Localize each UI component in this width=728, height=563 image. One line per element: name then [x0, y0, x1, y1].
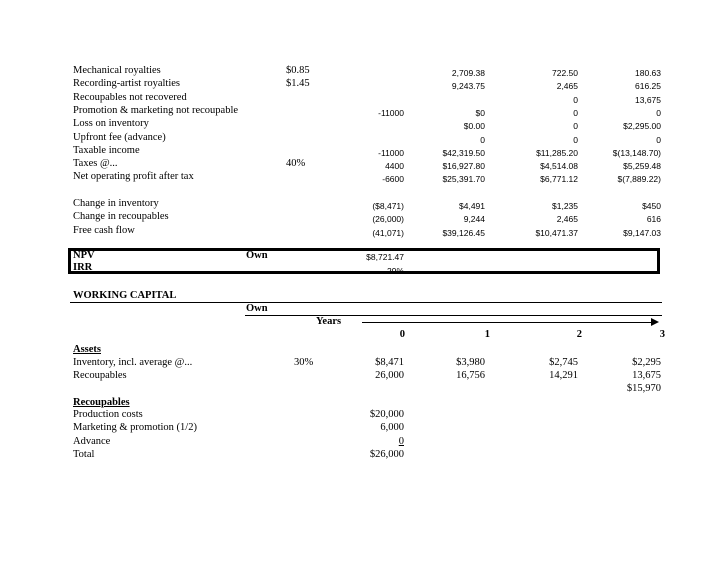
pl-row-label: Loss on inventory [73, 118, 149, 130]
pl-row-label: Recording-artist royalties [73, 78, 181, 90]
pl-row-year-2: $11,285.20 [536, 147, 578, 158]
years-label: Years [316, 316, 342, 327]
pl-row-label: Mechanical royalties [73, 65, 161, 76]
cf-row-year-1: 9,244 [463, 214, 485, 225]
year-3: 3 [659, 329, 665, 340]
assets-row-year-1: $3,980 [456, 357, 485, 368]
npv-value: $8,721.47 [366, 252, 404, 262]
cf-row-year-3: 616 [646, 214, 661, 225]
cf-row-year-1: $39,126.45 [442, 227, 485, 238]
assets-row-label: Inventory, incl. average @... [73, 357, 193, 368]
recoup-row-label: Total [73, 448, 95, 460]
pl-row-label: Upfront fee (advance) [73, 131, 166, 143]
cf-row-year-2: $10,471.37 [535, 227, 578, 238]
cf-row-year-3: $9,147.03 [623, 227, 661, 238]
pl-row-year-3: $5,259.48 [623, 161, 661, 172]
pl-row-year-2: 2,465 [556, 81, 578, 92]
cf-row-label: Free cash flow [73, 224, 135, 236]
pl-row-year-1: $25,391.70 [442, 174, 485, 185]
assets-row-year-3: $2,295 [632, 357, 661, 368]
wc-title-rule [70, 302, 662, 303]
recoup-row-label: Marketing & promotion (1/2) [73, 422, 197, 434]
pl-row-year-2: $6,771.12 [540, 174, 578, 185]
recoup-row-label: Production costs [73, 409, 143, 420]
pl-row-year-0: -6600 [382, 174, 404, 185]
pl-row-year-3: 616.25 [635, 81, 661, 92]
assets-total-y3: $15,970 [626, 383, 661, 394]
pl-row-year-3: 13,675 [635, 94, 661, 105]
pl-row-year-3: 0 [656, 107, 661, 118]
pl-row-year-1: $0.00 [463, 121, 485, 132]
assets-row-year-0: 26,000 [375, 370, 404, 381]
cf-row-year-0: ($8,471) [372, 201, 404, 211]
pl-row-year-1: 2,709.38 [451, 68, 485, 78]
pl-row-year-2: 0 [573, 107, 578, 118]
cf-row-year-1: $4,491 [459, 201, 485, 211]
cf-row-year-2: $1,235 [552, 201, 578, 211]
irr-value: 29% [386, 266, 404, 276]
pl-row-year-1: 9,243.75 [451, 81, 485, 92]
cf-row-label: Change in recoupables [73, 211, 169, 223]
pl-row-year-2: 0 [573, 134, 578, 145]
pl-row-year-3: 180.63 [635, 68, 661, 78]
pl-row-year-2: 722.50 [552, 68, 578, 78]
assets-row-year-0: $8,471 [375, 357, 404, 368]
pl-row-label: Promotion & marketing not recoupable [73, 104, 239, 116]
assets-row-year-1: 16,756 [456, 370, 485, 381]
assets-title: Assets [73, 344, 101, 355]
pl-row-label: Recoupables not recovered [73, 91, 187, 103]
recoupables-title: Recoupables [73, 397, 130, 408]
pl-row-year-0: -11000 [378, 147, 404, 158]
wc-own-label: Own [246, 303, 268, 314]
cf-row-year-2: 2,465 [556, 214, 578, 225]
cf-row-year-3: $450 [642, 201, 661, 211]
cf-row-year-0: (26,000) [372, 214, 404, 225]
recoup-row-year-0: $20,000 [369, 409, 404, 420]
recoup-row-year-0: 0 [398, 435, 404, 447]
cf-row-label: Change in inventory [73, 198, 159, 209]
assets-row-year-3: 13,675 [632, 370, 661, 381]
year-1: 1 [484, 329, 490, 340]
assets-row-year-2: $2,745 [549, 357, 578, 368]
assets-row-rate: 30% [294, 357, 314, 368]
pl-row-label: Taxes @... [73, 158, 118, 170]
pl-row-year-3: $(7,889.22) [617, 174, 661, 185]
irr-label: IRR [73, 262, 93, 273]
pl-row-label: Taxable income [73, 144, 140, 156]
assets-row-year-2: 14,291 [549, 370, 578, 381]
wc-title: WORKING CAPITAL [73, 290, 177, 301]
npv-own-label: Own [246, 250, 268, 261]
recoup-row-year-0: 6,000 [380, 422, 404, 434]
pl-row-year-2: $4,514.08 [540, 161, 578, 172]
cf-row-year-0: (41,071) [372, 227, 404, 238]
pl-row-year-2: 0 [573, 94, 578, 105]
year-2: 2 [576, 329, 582, 340]
pl-row-year-1: $0 [475, 107, 485, 118]
pl-row-year-0: 4400 [385, 161, 404, 172]
pl-row-year-3: 0 [656, 134, 661, 145]
pl-row-year-3: $2,295.00 [623, 121, 661, 132]
pl-row-label: Net operating profit after tax [73, 171, 194, 183]
pl-row-year-1: 0 [480, 134, 485, 145]
pl-row-year-3: $(13,148.70) [612, 147, 661, 158]
assets-row-label: Recoupables [73, 370, 127, 381]
pl-row-year-2: 0 [573, 121, 578, 132]
year-0: 0 [399, 329, 405, 340]
recoup-row-label: Advance [73, 435, 111, 447]
pl-row-rate: $1.45 [286, 78, 310, 90]
years-arrow-line [362, 322, 652, 323]
wc-own-rule [245, 315, 662, 316]
npv-label: NPV [73, 250, 95, 261]
pl-row-year-1: $42,319.50 [442, 147, 485, 158]
pl-row-year-0: -11000 [378, 107, 404, 118]
pl-row-rate: $0.85 [286, 65, 310, 76]
pl-row-rate: 40% [286, 158, 306, 170]
pl-row-year-1: $16,927.80 [442, 161, 485, 172]
recoup-row-year-0: $26,000 [369, 448, 404, 460]
years-arrow-head-icon [651, 318, 659, 326]
